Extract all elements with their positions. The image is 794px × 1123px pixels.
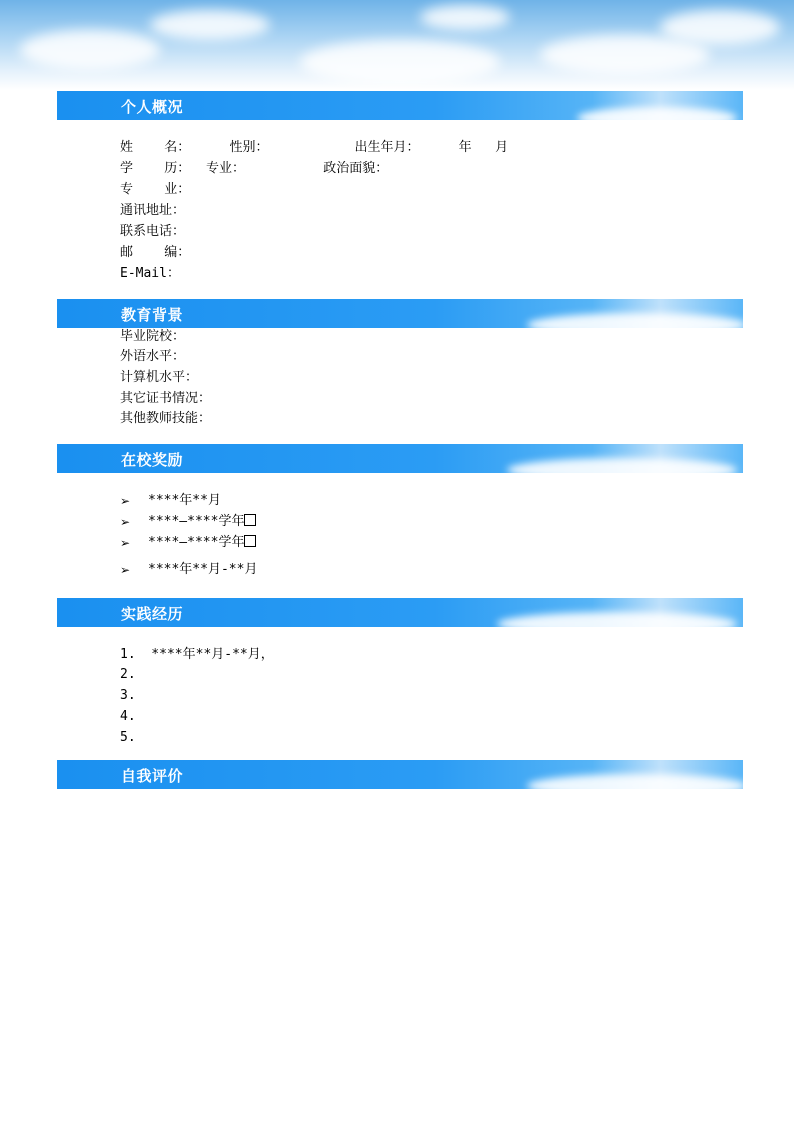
practice-item-4: 4.	[120, 709, 136, 724]
checkbox-square-icon	[244, 535, 256, 547]
award-bullet-icon: ➢	[120, 494, 131, 508]
education-line-computer: 计算机水平：	[120, 370, 199, 385]
award-item-2: ****—****学年	[148, 512, 256, 532]
education-line-teaching-skills: 其他教师技能：	[120, 411, 212, 426]
section-header-awards	[57, 444, 743, 473]
section-title-education: 教育背景	[121, 306, 184, 324]
practice-item-5: 5.	[120, 730, 136, 745]
profile-line-email: E-Mail：	[120, 266, 180, 281]
section-title-profile: 个人概况	[121, 98, 184, 116]
profile-line-name-gender-birth: 姓 名： 性别： 出生年月： 年 月	[120, 140, 509, 155]
education-line-language: 外语水平：	[120, 349, 186, 364]
award-item-4: ****年**月-**月	[148, 562, 258, 577]
profile-line-postcode: 邮 编：	[120, 245, 191, 260]
education-line-certificates: 其它证书情况：	[120, 391, 212, 406]
award-item-3: ****—****学年	[148, 533, 256, 553]
award-item-1: ****年**月	[148, 493, 221, 508]
award-bullet-icon: ➢	[120, 515, 131, 529]
section-title-self-evaluation: 自我评价	[121, 767, 184, 785]
section-header-self-evaluation	[57, 760, 743, 789]
profile-line-major: 专 业：	[120, 182, 191, 197]
practice-item-1: 1. ****年**月-**月，	[120, 647, 274, 662]
practice-item-3: 3.	[120, 688, 136, 703]
profile-line-address: 通讯地址：	[120, 203, 186, 218]
section-header-practice	[57, 598, 743, 627]
section-title-practice: 实践经历	[121, 605, 184, 623]
profile-line-phone: 联系电话：	[120, 224, 186, 239]
section-title-awards: 在校奖励	[121, 451, 184, 469]
checkbox-square-icon	[244, 514, 256, 526]
section-header-profile	[57, 91, 743, 120]
sky-header-background	[0, 0, 794, 90]
award-bullet-icon: ➢	[120, 563, 131, 577]
section-header-education	[57, 299, 743, 328]
award-bullet-icon: ➢	[120, 536, 131, 550]
practice-item-2: 2.	[120, 667, 136, 682]
education-line-school: 毕业院校：	[120, 329, 186, 344]
profile-line-education-major-politics: 学 历： 专业： 政治面貌：	[120, 161, 389, 176]
